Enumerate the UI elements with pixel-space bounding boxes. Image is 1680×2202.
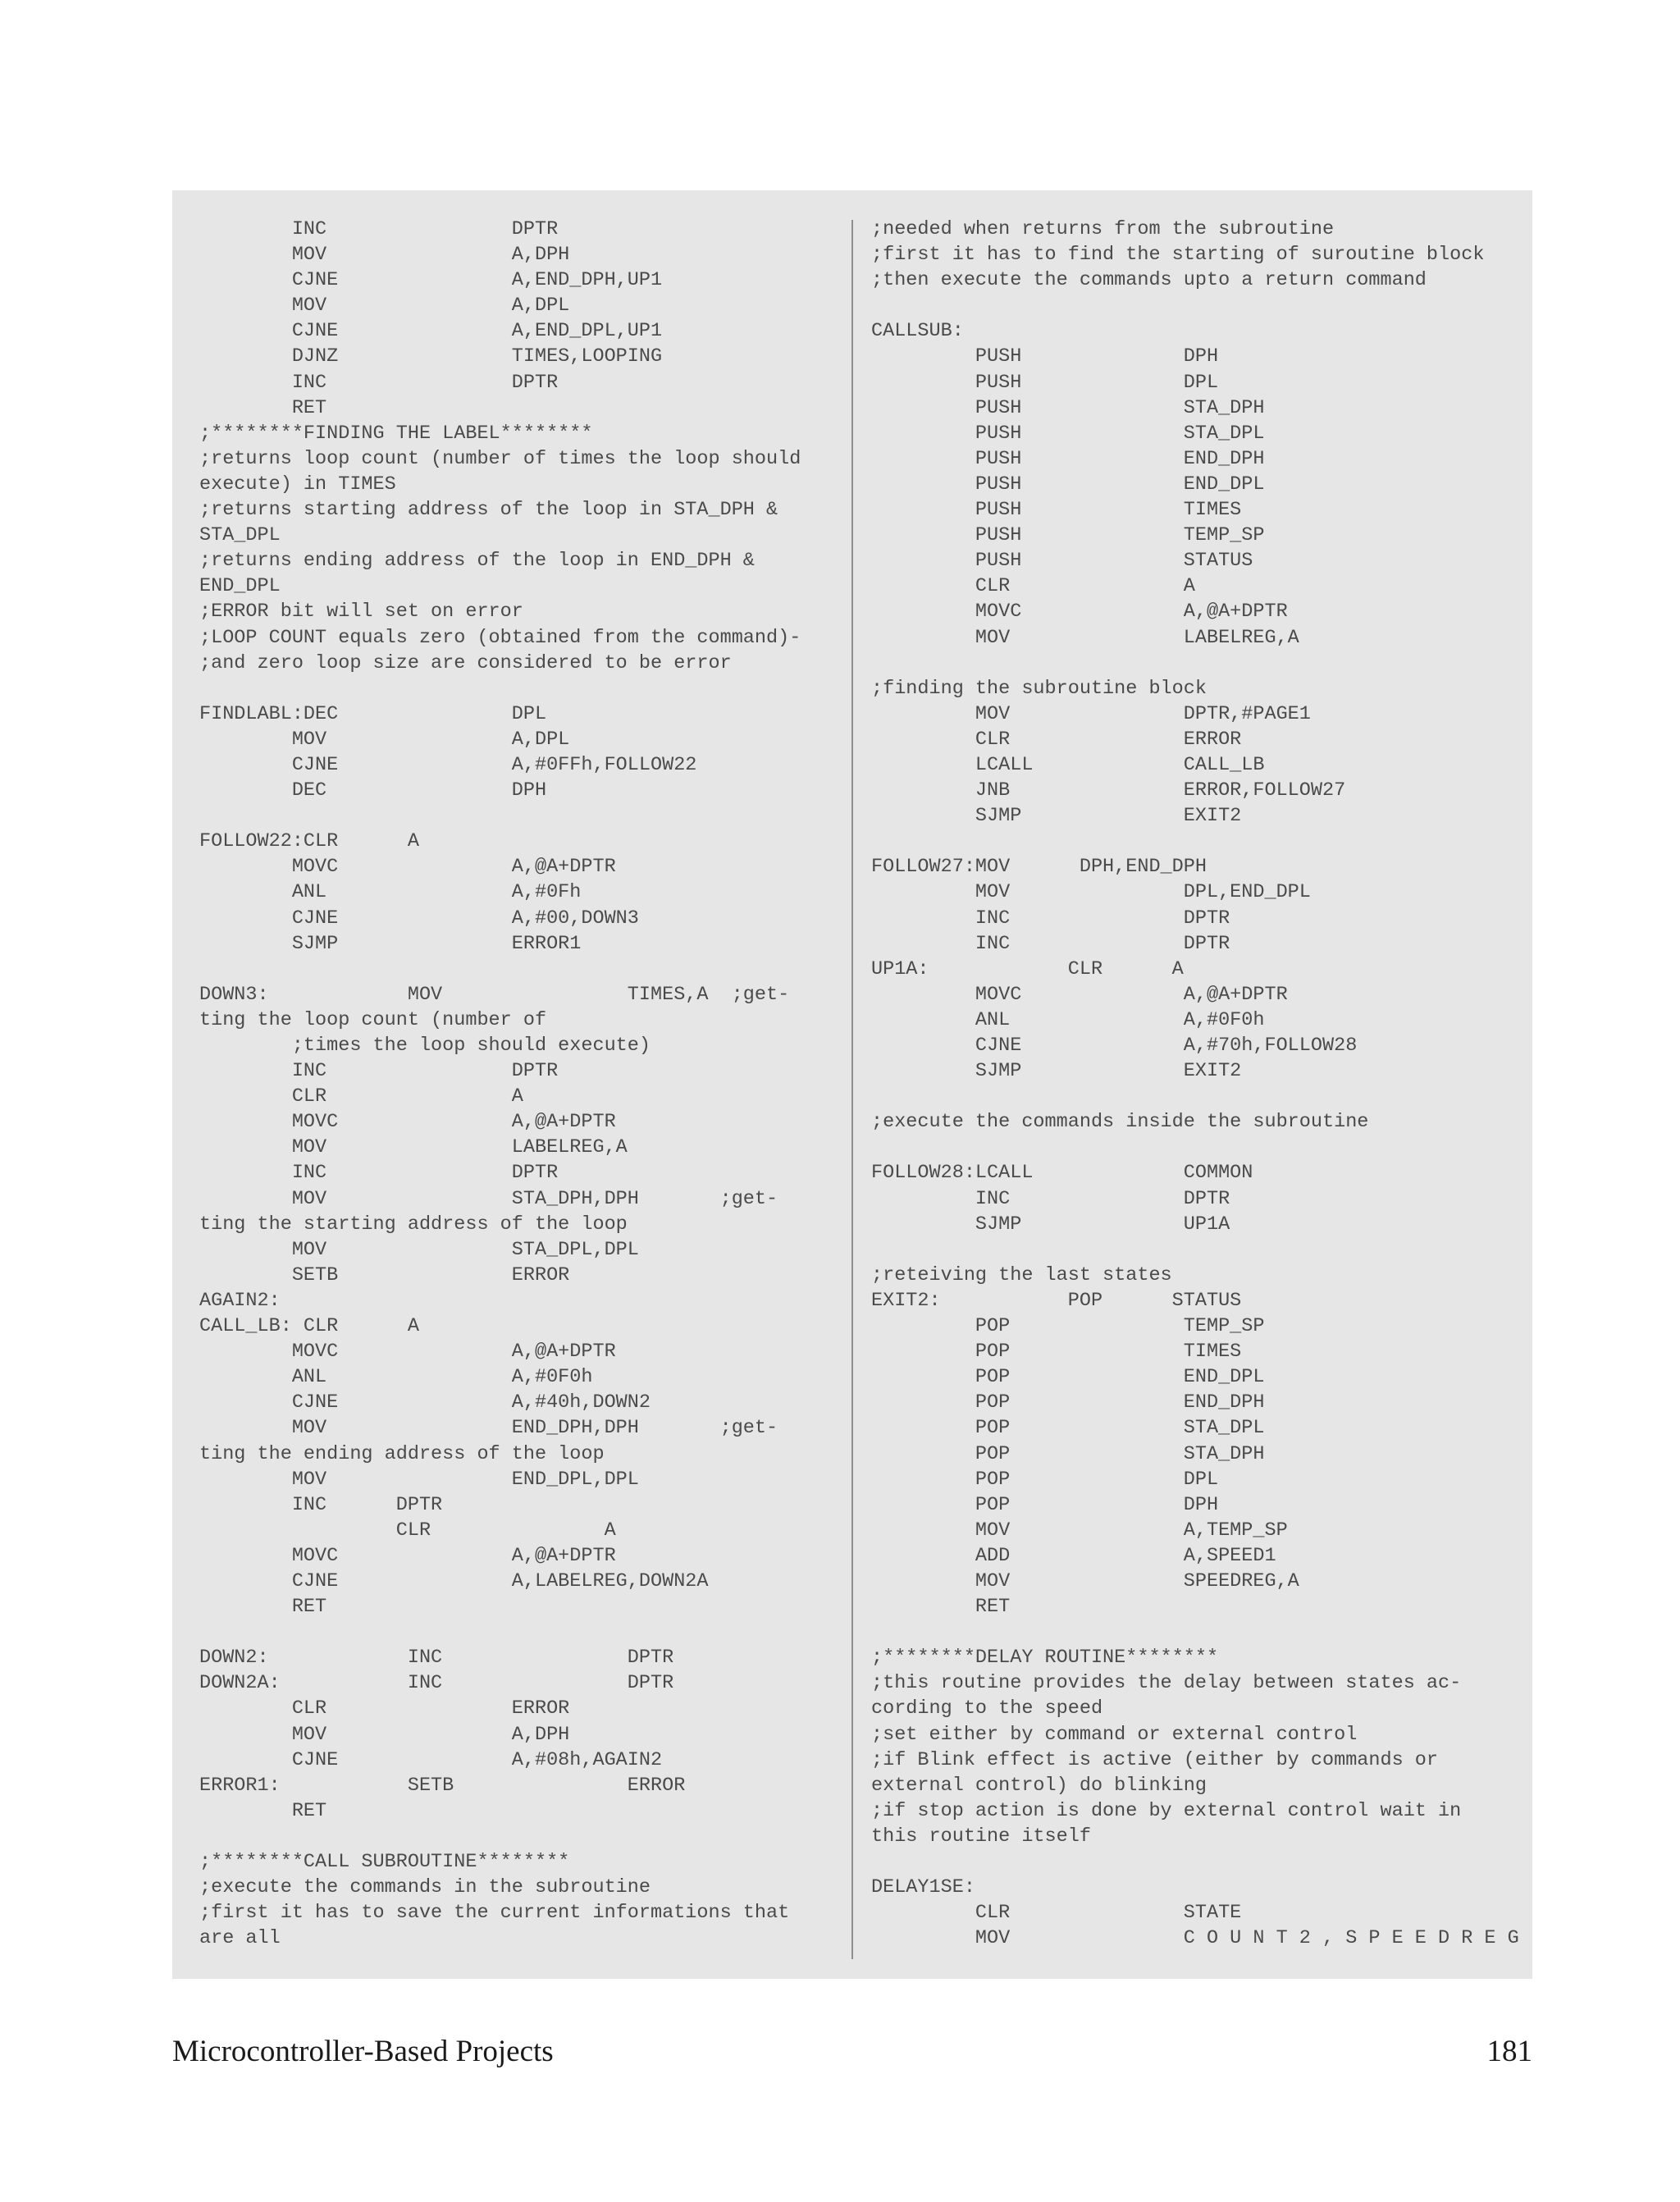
footer-page-number: 181 <box>1486 2035 1532 2068</box>
code-block-right: ;needed when returns from the subroutine ;first it has to find the starting of suroutine block ;then execute the commands upto a return command CALLSUB: PUSH DPH PUSH DPL PUSH STA_DPH PUSH STA_DPL PUSH END_DPH PUSH END_DPL PUSH TIMES PUSH TEMP_SP PUSH STATUS CLR A MOVC A,@A+DPTR MOV LABELREG,A ;finding the subroutine block MOV DPTR,#PAGE1 CLR ERROR LCALL CALL_LB JNB ERROR,FOLLOW27 SJMP EXIT2 FOLLOW27:MOV DPH,END_DPH MOV DPL,END_DPL INC DPTR INC DPTR UP1A: CLR A MOVC A,@A+DPTR ANL A,#0F0h CJNE A,#70h,FOLLOW28 SJMP EXIT2 ;execute the commands inside the subroutine FOLLOW28:LCALL COMMON INC DPTR SJMP UP1A ;reteiving the last states EXIT2: POP STATUS POP TEMP_SP POP TIMES POP END_DPL POP END_DPH POP STA_DPL POP STA_DPH POP DPL POP DPH MOV A,TEMP_SP ADD A,SPEED1 MOV SPEEDREG,A RET ;********DELAY ROUTINE******** ;this routine provides the delay between states ac- cording to the speed ;set either by command or external control ;if Blink effect is active (either by commands or external control) do blinking ;if stop action is done by external control wait in this routine itself DELAY1SE: CLR STATE MOV C O U N T 2 , S P E E D R E G <box>871 218 1519 1950</box>
footer-book-title: Microcontroller-Based Projects <box>172 2035 554 2068</box>
code-column-right <box>871 217 1527 1951</box>
code-block-left: INC DPTR MOV A,DPH CJNE A,END_DPH,UP1 MOV A,DPL CJNE A,END_DPL,UP1 DJNZ TIMES,LOOPING INC DPTR RET ;********FINDING THE LABEL******** ;returns loop count (number of times the loop should execute) in TIMES ;returns starting address of the loop in STA_DPH & STA_DPL ;returns ending address of the loop in END_DPH & END_DPL ;ERROR bit will set on error ;LOOP COUNT equals zero (obtained from the command)- ;and zero loop size are considered to be error FINDLABL:DEC DPL MOV A,DPL CJNE A,#0FFh,FOLLOW22 DEC DPH FOLLOW22:CLR A MOVC A,@A+DPTR ANL A,#0Fh CJNE A,#00,DOWN3 SJMP ERROR1 DOWN3: MOV TIMES,A ;get- ting the loop count (number of ;times the loop should execute) INC DPTR CLR A MOVC A,@A+DPTR MOV LABELREG,A INC DPTR MOV STA_DPH,DPH ;get- ting the starting address of the loop MOV STA_DPL,DPL SETB ERROR AGAIN2: CALL_LB: CLR A MOVC A,@A+DPTR ANL A,#0F0h CJNE A,#40h,DOWN2 MOV END_DPH,DPH ;get- ting the ending address of the loop MOV END_DPL,DPL INC DPTR CLR A MOVC A,@A+DPTR CJNE A,LABELREG,DOWN2A RET DOWN2: INC DPTR DOWN2A: INC DPTR CLR ERROR MOV A,DPH CJNE A,#08h,AGAIN2 ERROR1: SETB ERROR RET ;********CALL SUBROUTINE******** ;execute the commands in the subroutine ;first it has to save the current informations that are all <box>199 218 801 1950</box>
code-column-left <box>199 217 856 1951</box>
column-divider <box>851 220 853 1959</box>
code-listing-panel <box>172 190 1532 1979</box>
